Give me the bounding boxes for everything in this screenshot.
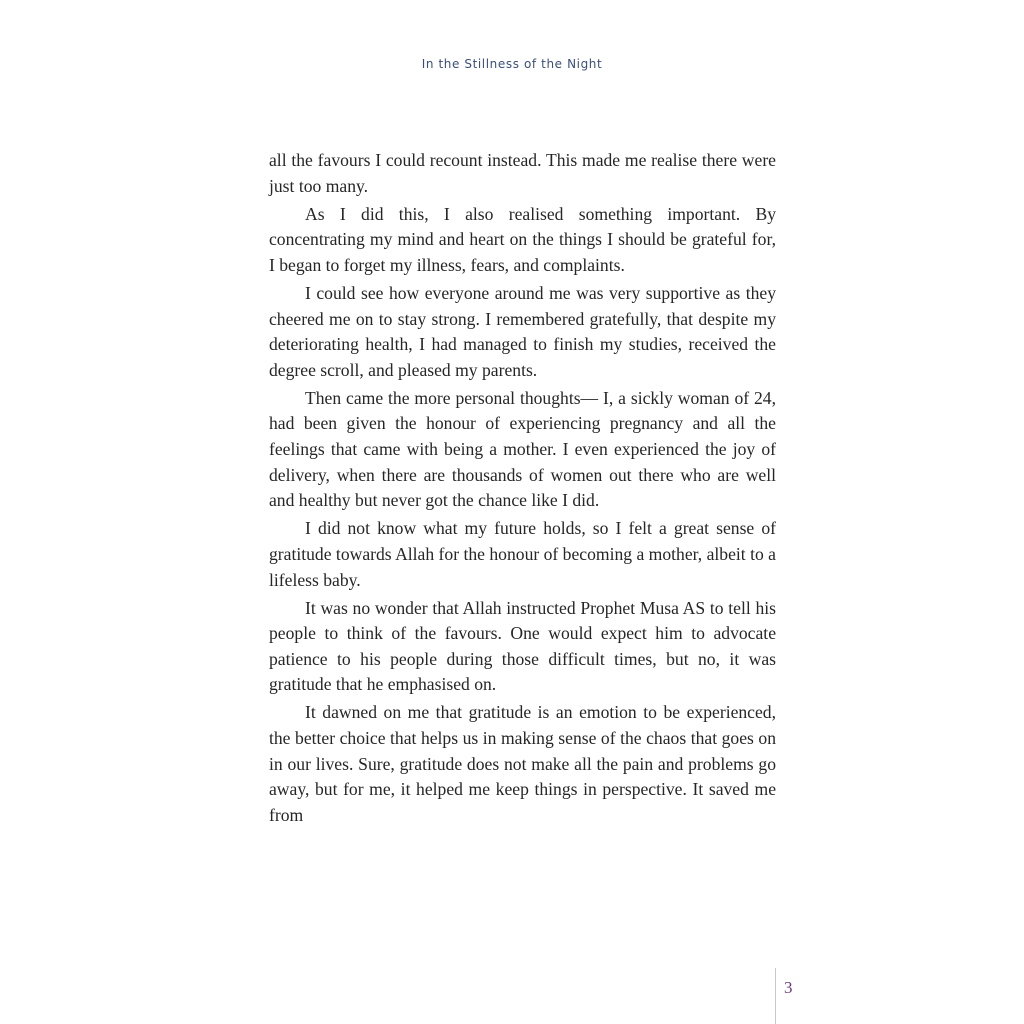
footer-divider	[775, 968, 776, 1024]
paragraph: It dawned on me that gratitude is an emotion to be experienced, the better choice that helps us in making sense of the chaos that goes on in our lives. Sure, gratitude does not make all the pain and problems go away, but for me, it helped me keep things in perspective. It saved me from	[269, 702, 776, 825]
paragraph: I could see how everyone around me was very supportive as they cheered me on to stay strong. I remembered gratefully, that despite my deteriorating health, I had managed to finish my studies, received the degree scroll, and pleased my parents.	[269, 282, 776, 380]
page-number: 3	[784, 978, 793, 997]
paragraph-continued: all the favours I could recount instead. This made me realise there were just too many.	[269, 150, 776, 196]
paragraph: It was no wonder that Allah instructed Prophet Musa AS to tell his people to think of the favours. One would expect him to advocate patience to his people during those difficult times, but no, it was gratitude that he emphasised on.	[269, 597, 776, 695]
paragraph: Then came the more personal thoughts— I, a sickly woman of 24, had been given the honour of experiencing pregnancy and all the feelings that came with being a mother. I even experienced the joy of delivery, when there are thousands of women out there who are well and healthy but never got the chance like I did.	[269, 387, 776, 511]
running-header-title: In the Stillness of the Night	[421, 57, 603, 71]
paragraph: As I did this, I also realised something important. By concentrating my mind and heart on the things I should be grateful for, I began to forget my illness, fears, and complaints.	[269, 203, 776, 275]
paragraph: I did not know what my future holds, so I felt a great sense of gratitude towards Allah for the honour of becoming a mother, albeit to a lifeless baby.	[269, 518, 776, 590]
page-body-text	[269, 148, 776, 831]
